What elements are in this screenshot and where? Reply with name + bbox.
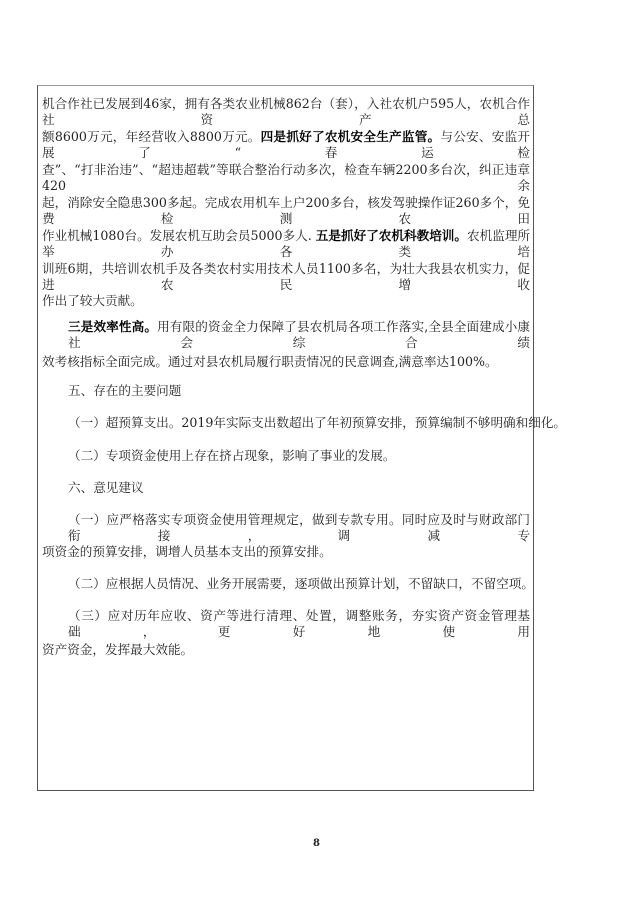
text-line	[42, 544, 530, 560]
text-line	[42, 228, 531, 259]
page-number: 8	[313, 838, 320, 849]
body-text: （二）专项资金使用上存在挤占现象，影响了事业的发展。	[68, 448, 396, 463]
text-line	[68, 480, 530, 496]
body-text: （二）应根据人员情况、业务开展需要，逐项做出预算计划，不留缺口，不留空项。	[68, 576, 534, 591]
body-text: 查”、“打非治违”、“超违超载”等联合整治行动多次，检查车辆2200多台次，纠正违章420余	[42, 162, 530, 193]
text-line	[42, 642, 530, 658]
text-line	[68, 448, 530, 464]
text-line	[68, 415, 567, 431]
text-line	[42, 195, 530, 226]
text-line	[68, 512, 530, 543]
body-text: 机合作社已发展到46家，拥有各类农业机械862台（套），入社农机户595人，农机合作社资产总	[42, 96, 530, 127]
body-text: 训班6期，共培训农机手及各类农村实用技术人员1100多名，为壮大我县农机实力，促进农民增收	[42, 261, 530, 292]
body-text: （一）超预算支出。2019年实际支出数超出了年初预算安排，预算编制不够明确和细化。	[68, 415, 567, 430]
text-line	[42, 162, 530, 193]
body-text: 作业机械1080台。发展农机互助会员5000多人.	[42, 228, 316, 243]
bold-heading-text: 五是抓好了农机科教培训。	[315, 228, 468, 243]
body-text: 六、意见建议	[68, 480, 144, 495]
body-text: （三）应对历年应收、资产等进行清理、处置，调整账务，夯实资产资金管理基础，更好地使用	[68, 608, 530, 639]
text-line	[42, 129, 531, 160]
bold-heading-text: 四是抓好了农机安全生产监管。	[260, 129, 441, 144]
text-line	[42, 261, 530, 292]
body-text: 效考核指标全面完成。通过对县农机局履行职责情况的民意调查,满意率达100%。	[42, 354, 498, 369]
body-text: 农机监理所举办各类培	[42, 228, 531, 259]
text-line	[68, 383, 530, 399]
body-text: （一）应严格落实专项资金使用管理规定，做到专款专用。同时应及时与财政部门衔接，调减专	[68, 512, 530, 543]
body-text: 与公安、安监开展了“春运检	[42, 129, 531, 160]
body-text: 作出了较大贡献。	[42, 293, 143, 308]
text-line	[42, 293, 530, 309]
body-text: 项资金的预算安排，调增人员基本支出的预算安排。	[42, 544, 332, 559]
text-line	[68, 608, 530, 639]
text-line	[42, 354, 530, 370]
body-text: 资产资金，发挥最大效能。	[42, 642, 194, 657]
body-text: 用有限的资金全力保障了县农机局各项工作落实,全县全面建成小康社会综合绩	[68, 319, 530, 350]
text-line	[42, 96, 530, 127]
body-text: 额8600万元，年经营收入8800万元。	[42, 129, 261, 144]
body-text: 起，消除安全隐患300多起。完成农用机车上户200多台，核发驾驶操作证260多个，免费检测农田	[42, 195, 530, 226]
body-text: 五、存在的主要问题	[68, 383, 182, 398]
text-line	[68, 319, 530, 350]
bold-heading-text: 三是效率性高。	[68, 319, 158, 334]
text-line	[68, 576, 534, 592]
